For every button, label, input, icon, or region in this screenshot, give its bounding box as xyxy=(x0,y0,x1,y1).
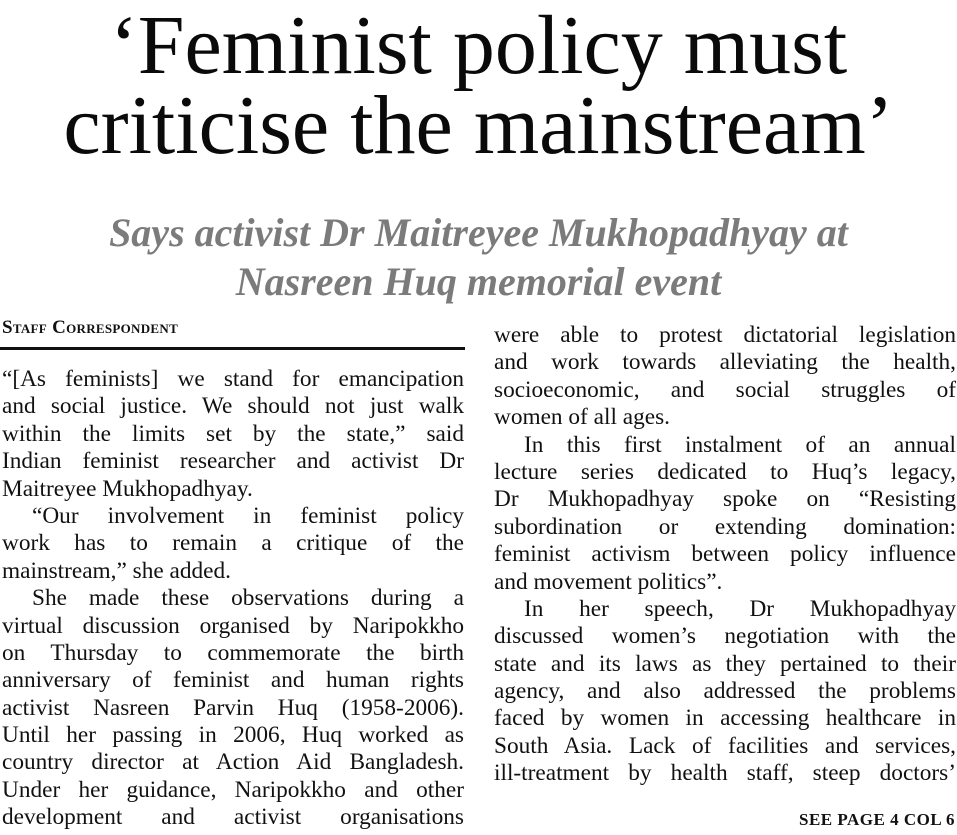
body-line: Maitreyee Mukhopadhyay. xyxy=(2,475,253,502)
body-line: agency, and also addressed the problems xyxy=(494,678,956,705)
article-column-left xyxy=(2,366,464,832)
headline-line: ‘Feminist policy must xyxy=(109,0,848,92)
byline: Staff Correspondent xyxy=(2,317,179,338)
body-line: South Asia. Lack of facilities and services, xyxy=(494,732,956,759)
body-line: In this first instalment of an annual xyxy=(524,431,956,458)
body-line: feminist activism between policy influence xyxy=(494,541,956,568)
body-line: virtual discussion organised by Naripokkho xyxy=(2,612,464,639)
body-line: lecture series dedicated to Huq’s legacy, xyxy=(494,458,956,485)
body-line: In her speech, Dr Mukhopadhyay xyxy=(524,595,956,622)
body-line: women of all ages. xyxy=(494,404,670,431)
body-line: on Thursday to commemorate the birth xyxy=(2,639,464,666)
body-line: anniversary of feminist and human rights xyxy=(2,667,464,694)
continued-jump-line: SEE PAGE 4 COL 6 xyxy=(799,810,955,829)
body-line: country director at Action Aid Bangladesh. xyxy=(2,749,464,776)
body-line: Until her passing in 2006, Huq worked as xyxy=(2,722,464,749)
body-line: development and activist organisations xyxy=(2,804,464,831)
body-line: She made these observations during a xyxy=(32,585,464,612)
body-line: were able to protest dictatorial legislation xyxy=(494,322,956,348)
body-line: activist Nasreen Parvin Huq (1958-2006). xyxy=(2,694,464,721)
headline xyxy=(0,0,957,172)
body-line: and movement politics”. xyxy=(494,568,723,595)
headline-line: criticise the mainstream’ xyxy=(63,79,894,172)
body-line: “[As feminists] we stand for emancipation xyxy=(2,366,464,392)
body-line: Dr Mukhopadhyay spoke on “Resisting xyxy=(494,486,956,513)
article-column-right xyxy=(494,322,956,788)
body-line: Indian feminist researcher and activist Dr xyxy=(2,448,464,475)
body-line: and work towards alleviating the health, xyxy=(494,349,956,376)
body-line: Under her guidance, Naripokkho and other xyxy=(2,776,464,803)
body-line: discussed women’s negotiation with the xyxy=(494,623,956,650)
body-line: within the limits set by the state,” said xyxy=(2,420,464,447)
body-line: work has to remain a critique of the xyxy=(2,530,464,557)
body-line: ill-treatment by health staff, steep doctors’ xyxy=(494,760,956,787)
byline-rule xyxy=(0,347,465,350)
subheadline-line: Says activist Dr Maitreyee Mukhopadhyay at xyxy=(109,210,848,255)
subheadline-line: Nasreen Huq memorial event xyxy=(235,259,722,304)
body-line: faced by women in accessing healthcare in xyxy=(494,705,956,732)
body-line: “Our involvement in feminist policy xyxy=(32,502,464,529)
body-line: mainstream,” she added. xyxy=(2,557,231,584)
subheadline xyxy=(0,208,957,306)
body-line: subordination or extending domination: xyxy=(494,513,956,540)
body-line: socioeconomic, and social struggles of xyxy=(494,376,956,403)
body-line: and social justice. We should not just walk xyxy=(2,393,464,420)
body-line: state and its laws as they pertained to their xyxy=(494,650,956,677)
